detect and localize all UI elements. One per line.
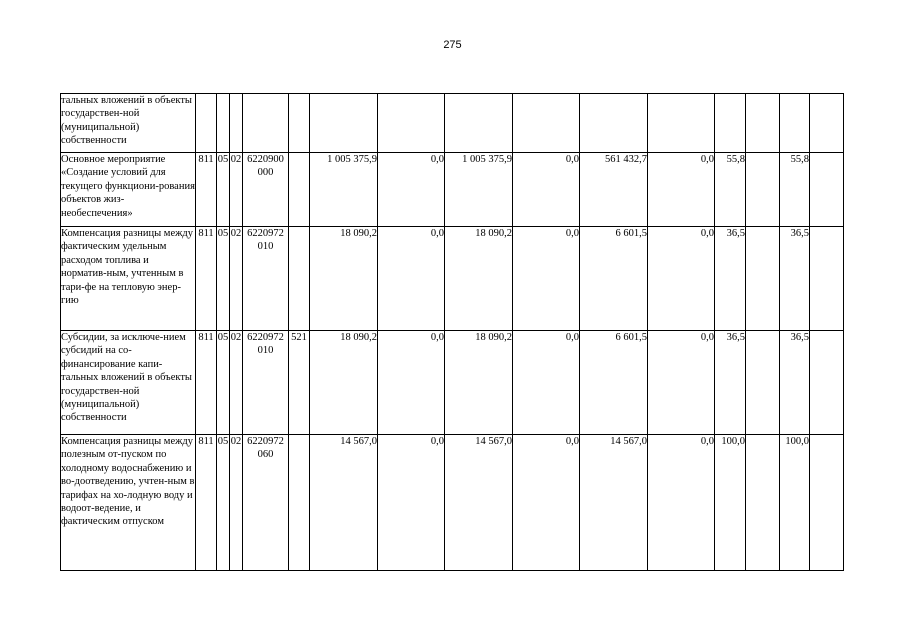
value-cell: 14 567,0 [580,435,648,571]
vr-cell [289,153,310,227]
value-cell [513,94,580,153]
empty-cell [810,94,844,153]
percent-cell: 55,8 [780,153,810,227]
percent-cell [746,153,780,227]
rz-cell: 05 [217,435,230,571]
value-cell: 6 601,5 [580,227,648,331]
value-cell [310,94,378,153]
percent-cell [715,94,746,153]
csr-line1: 6220900 [247,154,284,165]
value-cell: 0,0 [378,153,445,227]
csr-line2: 010 [257,241,274,253]
table-row [61,94,844,153]
value-cell [580,94,648,153]
csr-line2: 060 [257,449,274,461]
page-number: 275 [443,39,462,51]
row-name: Компенсация разницы между фактическим удельным расходом топлива и норматив-ным, учтенным в тари-фе на тепловую энер-гию [61,227,196,331]
value-cell [648,94,715,153]
budget-table [60,93,844,571]
value-cell: 1 005 375,9 [310,153,378,227]
percent-cell [780,94,810,153]
row-name: тальных вложений в объекты государствен-ной (муниципальной) собственности [61,94,196,153]
pr-cell [230,94,243,153]
csr-cell [243,153,289,227]
csr-cell [243,227,289,331]
value-cell [445,94,513,153]
value-cell: 18 090,2 [445,227,513,331]
row-name: Компенсация разницы между полезным от-пуском по холодному водоснабжению и во-доотведению, учтен-ным в тарифах на хо-лодную воду и водоот-ведение, и фактическим отпуском [61,435,196,571]
empty-cell [810,153,844,227]
value-cell: 0,0 [648,153,715,227]
table-row [61,227,844,331]
pr-cell: 02 [230,435,243,571]
percent-cell: 100,0 [780,435,810,571]
value-cell: 14 567,0 [310,435,378,571]
grbs-cell: 811 [196,153,217,227]
grbs-cell: 811 [196,435,217,571]
value-cell: 0,0 [648,435,715,571]
value-cell: 0,0 [648,227,715,331]
vr-cell: 521 [289,331,310,435]
grbs-cell: 811 [196,227,217,331]
value-cell: 18 090,2 [310,331,378,435]
percent-cell: 36,5 [715,331,746,435]
empty-cell [810,227,844,331]
value-cell: 0,0 [513,227,580,331]
value-cell: 6 601,5 [580,331,648,435]
empty-cell [810,331,844,435]
value-cell: 14 567,0 [445,435,513,571]
vr-cell [289,435,310,571]
csr-line2: 000 [257,167,274,179]
value-cell: 561 432,7 [580,153,648,227]
value-cell: 1 005 375,9 [445,153,513,227]
value-cell: 0,0 [648,331,715,435]
csr-line1: 6220972 [247,436,284,447]
value-cell: 18 090,2 [445,331,513,435]
vr-cell [289,94,310,153]
percent-cell [746,94,780,153]
csr-line1: 6220972 [247,332,284,343]
row-name: Основное мероприятие «Создание условий для текущего функциони-рования объектов жиз-необеспечения» [61,153,196,227]
table-row [61,435,844,571]
percent-cell: 36,5 [780,227,810,331]
value-cell: 0,0 [378,435,445,571]
percent-cell [746,435,780,571]
csr-cell [243,331,289,435]
csr-cell [243,435,289,571]
value-cell: 0,0 [513,331,580,435]
grbs-cell [196,94,217,153]
rz-cell: 05 [217,227,230,331]
csr-cell [243,94,289,153]
percent-cell: 36,5 [715,227,746,331]
vr-cell [289,227,310,331]
percent-cell [746,331,780,435]
value-cell: 18 090,2 [310,227,378,331]
value-cell: 0,0 [378,331,445,435]
rz-cell: 05 [217,331,230,435]
row-name: Субсидии, за исключе-нием субсидий на со-финансирование капи-тальных вложений в объекты государствен-ной (муниципальной) собственности [61,331,196,435]
table-row [61,153,844,227]
pr-cell: 02 [230,153,243,227]
empty-cell [810,435,844,571]
percent-cell: 36,5 [780,331,810,435]
percent-cell: 55,8 [715,153,746,227]
pr-cell: 02 [230,331,243,435]
value-cell: 0,0 [378,227,445,331]
value-cell: 0,0 [513,153,580,227]
rz-cell [217,94,230,153]
value-cell: 0,0 [513,435,580,571]
percent-cell [746,227,780,331]
pr-cell: 02 [230,227,243,331]
table-row [61,331,844,435]
percent-cell: 100,0 [715,435,746,571]
csr-line1: 6220972 [247,228,284,239]
csr-line2: 010 [257,345,274,357]
rz-cell: 05 [217,153,230,227]
grbs-cell: 811 [196,331,217,435]
value-cell [378,94,445,153]
